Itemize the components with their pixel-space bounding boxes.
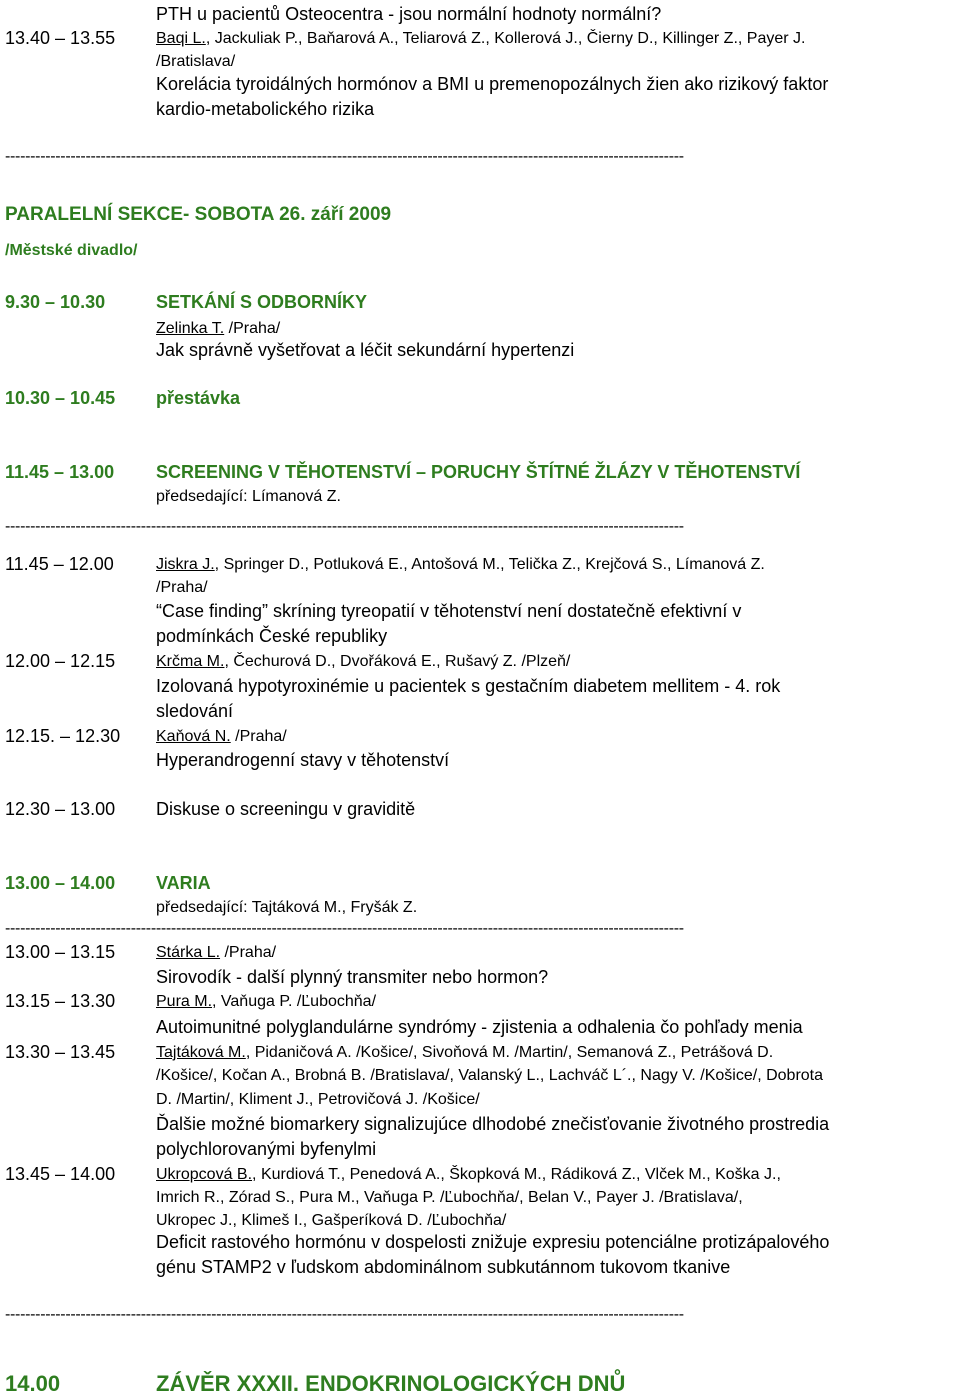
separator: --------------------------------------------------------------------------------------------------------------------------------------- — [5, 922, 684, 936]
talk-authors — [156, 726, 287, 748]
separator: --------------------------------------------------------------------------------------------------------------------------------------- — [5, 1308, 684, 1322]
separator: --------------------------------------------------------------------------------------------------------------------------------------- — [5, 150, 684, 164]
first-author: Baqi L. — [156, 30, 206, 47]
talk-authors — [156, 991, 376, 1013]
talk-title-line: Autoimunitné polyglandulárne syndrómy - zjistenia a odhalenia čo pohľady menia — [156, 1017, 803, 1037]
block-chair: předsedající: Límanová Z. — [156, 488, 341, 505]
first-author: Krčma M. — [156, 653, 225, 670]
talk-time: 13.00 – 13.15 — [5, 942, 116, 962]
author-place: /Praha/ — [220, 944, 277, 961]
co-authors: , Pidaničová A. /Košice/, Sivoňová M. /Martin/, Semanová Z., Petrášová D. — [245, 1044, 774, 1061]
co-authors-line: Imrich R., Zórad S., Pura M., Vaňuga P. /Ľubochňa/, Belan V., Payer J. /Bratislava/, — [156, 1189, 743, 1206]
talk-title-line: Ďalšie možné biomarkery signalizujúce dlhodobé znečisťovanie životného prostredia — [156, 1114, 830, 1134]
talk-authors — [156, 554, 765, 576]
section-venue: /Městské divadlo/ — [5, 242, 138, 259]
talk-title-line: “Case finding” skríning tyreopatií v těhotenství není dostatečně efektivní v — [156, 601, 742, 621]
break-time: 10.30 – 10.45 — [5, 388, 116, 408]
first-author: Ukropcová B. — [156, 1166, 253, 1183]
block-time: 9.30 – 10.30 — [5, 292, 106, 312]
talk-time: 12.00 – 12.15 — [5, 651, 116, 671]
talk-title-line: Korelácia tyroidálných hormónov a BMI u premenopozálnych žien ako rizikový faktor — [156, 74, 829, 94]
first-author: Zelinka T. — [156, 320, 225, 337]
co-authors-line: D. /Martin/, Kliment J., Petrovičová J. /Košice/ — [156, 1091, 480, 1108]
co-authors-line: Ukropec J., Klimeš I., Gašperíková D. /Ľubochňa/ — [156, 1212, 507, 1229]
talk-time: 13.30 – 13.45 — [5, 1042, 116, 1062]
talk-authors — [156, 318, 280, 340]
talk-authors — [156, 28, 805, 50]
discussion-title: Diskuse o screeningu v graviditě — [156, 799, 416, 819]
talk-time: 11.45 – 12.00 — [5, 554, 114, 574]
co-authors-line: /Košice/, Kočan A., Brobná B. /Bratislava/, Valanský L., Lachváč L´., Nagy V. /Košice/, Dobrota — [156, 1067, 824, 1084]
co-authors: , Jackuliak P., Baňarová A., Teliarová Z., Kollerová J., Čierny D., Killinger Z., Payer J. — [205, 30, 806, 47]
block-title: VARIA — [156, 873, 211, 893]
block-time: 13.00 – 14.00 — [5, 873, 116, 893]
author-place: /Bratislava/ — [156, 53, 236, 70]
talk-title-line: sledování — [156, 701, 234, 721]
talk-title-line: PTH u pacientů Osteocentra - jsou normální hodnoty normální? — [156, 4, 662, 24]
talk-title-line: génu STAMP2 v ľudskom abdominálnom subkutánnom tukovom tkanive — [156, 1257, 731, 1277]
talk-title-line: polychlorovanými byfenylmi — [156, 1139, 377, 1159]
talk-title-line: kardio-metabolického rizika — [156, 99, 375, 119]
talk-time: 13.15 – 13.30 — [5, 991, 116, 1011]
first-author: Stárka L. — [156, 944, 221, 961]
break-label: přestávka — [156, 388, 241, 408]
discussion-time: 12.30 – 13.00 — [5, 799, 116, 819]
co-authors: , Kurdiová T., Penedová A., Škopková M., Rádiková Z., Vlček M., Koška J., — [252, 1166, 781, 1183]
separator: --------------------------------------------------------------------------------------------------------------------------------------- — [5, 520, 684, 534]
block-title: SETKÁNÍ S ODBORNÍKY — [156, 292, 368, 312]
co-authors: , Vaňuga P. /Ľubochňa/ — [212, 993, 377, 1010]
talk-authors — [156, 651, 570, 673]
block-time: 11.45 – 13.00 — [5, 462, 115, 482]
talk-title-line: Sirovodík - další plynný transmiter nebo hormon? — [156, 967, 549, 987]
author-place: /Praha/ — [224, 320, 281, 337]
talk-authors — [156, 1164, 781, 1186]
talk-authors — [156, 1042, 773, 1064]
closing-time: 14.00 — [5, 1371, 61, 1396]
author-place: /Praha/ — [156, 579, 208, 596]
talk-time: 13.45 – 14.00 — [5, 1164, 116, 1184]
first-author: Jiskra J. — [156, 556, 215, 573]
block-title: SCREENING V TĚHOTENSTVÍ – PORUCHY ŠTÍTNÉ ŽLÁZY V TĚHOTENSTVÍ — [156, 462, 801, 482]
closing-title: ZÁVĚR XXXII. ENDOKRINOLOGICKÝCH DNŮ — [156, 1371, 626, 1396]
section-heading: PARALELNÍ SEKCE- SOBOTA 26. září 2009 — [5, 204, 392, 225]
talk-title-line: Deficit rastového hormónu v dospelosti znižuje expresiu potenciálne protizápalového — [156, 1232, 830, 1252]
talk-title-line: podmínkách České republiky — [156, 626, 388, 646]
author-place: /Praha/ — [230, 728, 287, 745]
co-authors: , Springer D., Potluková E., Antošová M., Telička Z., Krejčová S., Límanová Z. — [214, 556, 765, 573]
first-author: Kaňová N. — [156, 728, 231, 745]
first-author: Tajtáková M. — [156, 1044, 246, 1061]
talk-authors — [156, 942, 276, 964]
talk-time: 13.40 – 13.55 — [5, 28, 116, 48]
block-chair: předsedající: Tajtáková M., Fryšák Z. — [156, 899, 418, 916]
talk-time: 12.15. – 12.30 — [5, 726, 121, 746]
talk-title-line: Izolovaná hypotyroxinémie u pacientek s gestačním diabetem mellitem - 4. rok — [156, 676, 781, 696]
talk-title-line: Hyperandrogenní stavy v těhotenství — [156, 750, 450, 770]
first-author: Pura M. — [156, 993, 213, 1010]
talk-title-line: Jak správně vyšetřovat a léčit sekundární hypertenzi — [156, 340, 575, 360]
co-authors: , Čechurová D., Dvořáková E., Rušavý Z. /Plzeň/ — [224, 653, 571, 670]
